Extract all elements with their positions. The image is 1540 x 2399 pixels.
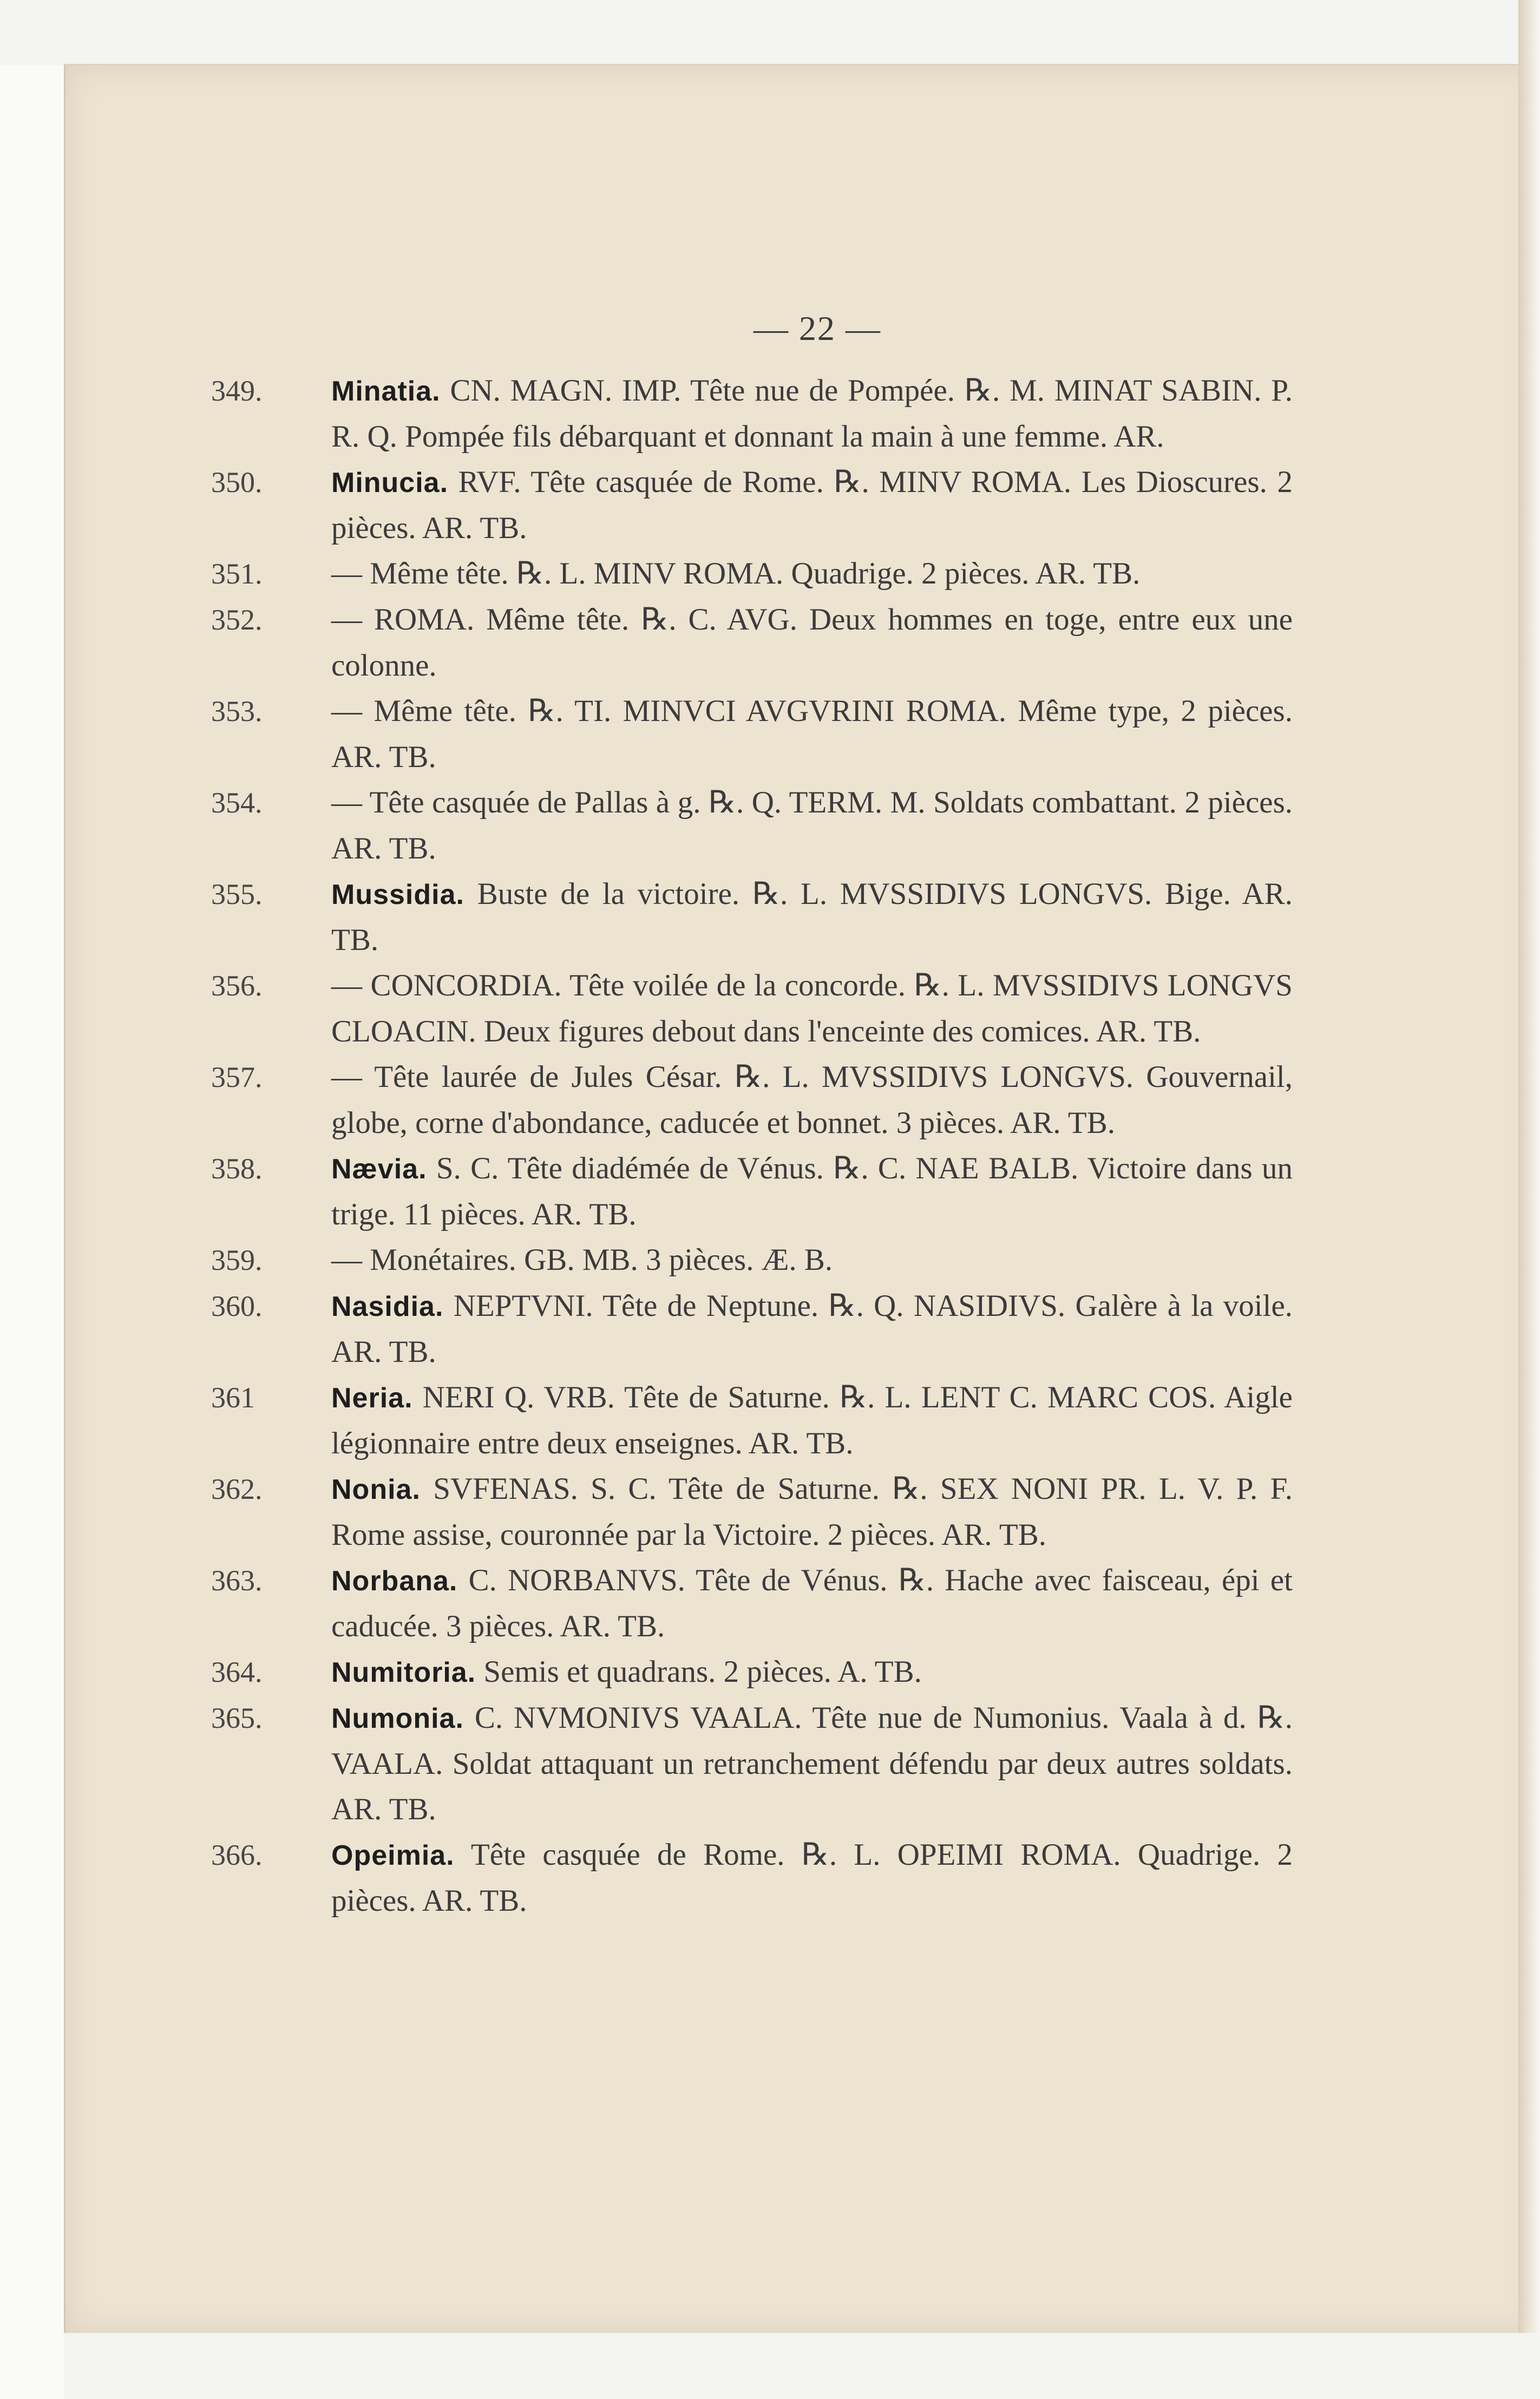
family-name: Minatia. — [331, 376, 441, 407]
entry-description: — Monétaires. GB. MB. 3 pièces. Æ. B. — [331, 1243, 833, 1277]
catalogue-entry — [211, 689, 1293, 780]
entry-number: 353. — [211, 695, 263, 727]
page-number: — 22 — — [753, 309, 881, 348]
catalogue-entry — [211, 1558, 1293, 1649]
entry-description: — CONCORDIA. Tête voilée de la concorde. ℞. L. MVSSIDIVS LONGVS CLOACIN. Deux figures debout dans l'enceinte des comices. AR. TB. — [331, 968, 1293, 1048]
entry-description: — Même tête. ℞. L. MINV ROMA. Quadrige. 2 pièces. AR. TB. — [331, 556, 1141, 591]
entry-description: NEPTVNI. Tête de Neptune. ℞. Q. NASIDIVS. Galère à la voile. AR. TB. — [331, 1289, 1293, 1369]
entry-number: 358. — [211, 1152, 263, 1185]
family-name: Opeimia. — [331, 1840, 455, 1871]
catalogue-entry — [211, 1146, 1293, 1237]
catalogue-entry — [211, 780, 1293, 871]
catalogue-entry — [211, 1466, 1293, 1558]
entry-number: 363. — [211, 1564, 263, 1597]
entry-description: SVFENAS. S. C. Tête de Saturne. ℞. SEX NONI PR. L. V. P. F. Rome assise, couronnée par la Victoire. 2 pièces. AR. TB. — [331, 1472, 1293, 1552]
family-name: Nævia. — [331, 1153, 427, 1185]
family-name: Neria. — [331, 1382, 413, 1414]
entry-number: 359. — [211, 1244, 263, 1276]
entry-description: C. NVMONIVS VAALA. Tête nue de Numonius. Vaala à d. ℞. VAALA. Soldat attaquant un retranchement défendu par deux autres soldats. AR. TB. — [331, 1701, 1293, 1826]
scan-background — [0, 0, 1540, 65]
entry-number: 352. — [211, 604, 263, 636]
catalogue-entry — [211, 1283, 1293, 1375]
entry-number: 356. — [211, 969, 263, 1002]
entry-number: 354. — [211, 786, 263, 819]
entry-number: 351. — [211, 558, 263, 590]
family-name: Numitoria. — [331, 1657, 476, 1688]
entry-number: 357. — [211, 1061, 263, 1093]
entry-description: Semis et quadrans. 2 pièces. A. TB. — [476, 1655, 922, 1689]
entry-number: 349. — [211, 375, 263, 407]
entry-number: 362. — [211, 1473, 263, 1505]
entry-number: 350. — [211, 466, 263, 499]
entry-description: — Tête casquée de Pallas à g. ℞. Q. TERM. M. Soldats combattant. 2 pièces. AR. TB. — [331, 785, 1293, 866]
entry-number: 364. — [211, 1656, 263, 1688]
entry-number: 355. — [211, 878, 263, 910]
family-name: Norbana. — [331, 1565, 458, 1597]
entry-description: NERI Q. VRB. Tête de Saturne. ℞. L. LENT C. MARC COS. Aigle légionnaire entre deux enseignes. AR. TB. — [331, 1380, 1293, 1460]
family-name: Nasidia. — [331, 1291, 444, 1322]
scan-background-bottom — [64, 2333, 1540, 2399]
catalogue-entry — [211, 551, 1293, 597]
entry-number: 366. — [211, 1839, 263, 1871]
catalogue-entry — [211, 1237, 1293, 1283]
entry-description: RVF. Tête casquée de Rome. ℞. MINV ROMA. Les Dioscures. 2 pièces. AR. TB. — [331, 465, 1293, 545]
catalogue-entry — [211, 1054, 1293, 1146]
family-name: Numonia. — [331, 1703, 464, 1734]
entry-description: CN. MAGN. IMP. Tête nue de Pompée. ℞. M. MINAT SABIN. P. R. Q. Pompée fils débarquant et donnant la main à une femme. AR. — [331, 373, 1293, 454]
entry-number: 365. — [211, 1702, 263, 1734]
entry-description: C. NORBANVS. Tête de Vénus. ℞. Hache avec faisceau, épi et caducée. 3 pièces. AR. TB. — [331, 1563, 1293, 1643]
entry-description: S. C. Tête diadémée de Vénus. ℞. C. NAE BALB. Victoire dans un trige. 11 pièces. AR. TB. — [331, 1151, 1293, 1231]
catalogue-entry — [211, 1649, 1293, 1695]
entry-description: — ROMA. Même tête. ℞. C. AVG. Deux hommes en toge, entre eux une colonne. — [331, 602, 1293, 683]
page-edge — [1518, 0, 1540, 2399]
catalogue-entry — [211, 871, 1293, 963]
catalogue-entry — [211, 368, 1293, 460]
family-name: Minucia. — [331, 467, 449, 499]
entry-description: — Même tête. ℞. TI. MINVCI AVGVRINI ROMA. Même type, 2 pièces. AR. TB. — [331, 694, 1293, 774]
catalogue-entry — [211, 1695, 1293, 1832]
catalogue-entry — [211, 1375, 1293, 1466]
family-name: Nonia. — [331, 1474, 421, 1505]
catalogue-entry — [211, 597, 1293, 689]
entry-number: 360. — [211, 1290, 263, 1322]
entry-description: Tête casquée de Rome. ℞. L. OPEIMI ROMA. Quadrige. 2 pièces. AR. TB. — [331, 1838, 1293, 1918]
catalogue-entry — [211, 963, 1293, 1054]
catalogue-entry — [211, 1832, 1293, 1924]
family-name: Mussidia. — [331, 879, 464, 910]
catalogue-entry — [211, 460, 1293, 551]
entry-description: — Tête laurée de Jules César. ℞. L. MVSSIDIVS LONGVS. Gouvernail, globe, corne d'abondance, caducée et bonnet. 3 pièces. AR. TB. — [331, 1060, 1293, 1140]
entry-description: Buste de la victoire. ℞. L. MVSSIDIVS LONGVS. Bige. AR. TB. — [331, 877, 1293, 957]
catalogue-entries — [211, 368, 1293, 1924]
entry-number: 361 — [211, 1381, 255, 1414]
